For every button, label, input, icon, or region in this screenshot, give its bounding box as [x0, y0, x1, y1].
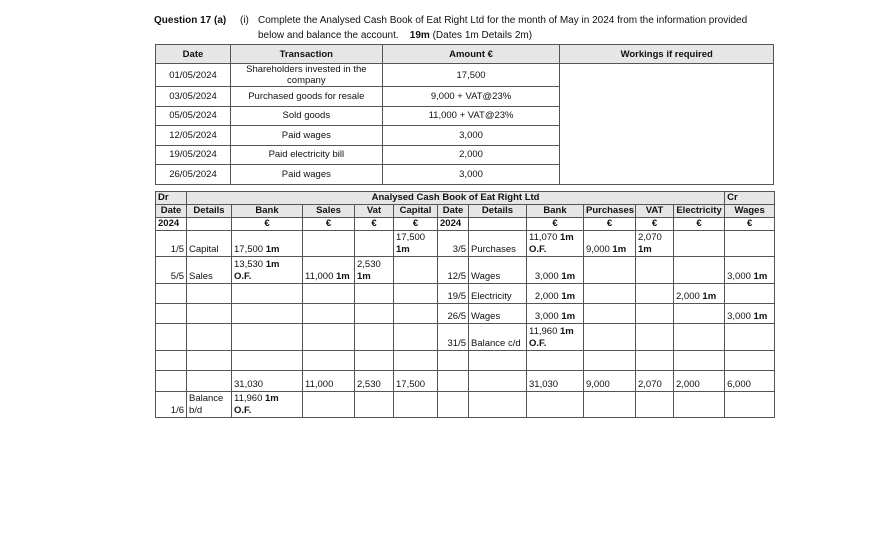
cr-wages[interactable] [725, 324, 775, 351]
transaction-info-table [155, 44, 774, 185]
total-cr-vat: 2,070 [636, 371, 674, 392]
mark: 1m [265, 259, 280, 270]
amount: 13,530 [234, 259, 264, 270]
cash-book-title-row [156, 192, 775, 205]
col-header: Date [438, 205, 469, 218]
amount: 9,000 [586, 244, 610, 255]
dr-details [187, 392, 232, 418]
totals-row [156, 371, 775, 392]
total-capital: 17,500 [394, 371, 438, 392]
cash-book-row [156, 257, 775, 284]
col-header: VAT [636, 205, 674, 218]
dr-vat[interactable] [355, 257, 394, 284]
cr-vat[interactable] [636, 392, 674, 418]
dr-vat[interactable] [355, 284, 394, 304]
cr-electricity[interactable] [674, 257, 725, 284]
mark: 1m [560, 232, 574, 243]
dr-sales[interactable] [303, 284, 355, 304]
dr-label: Dr [156, 192, 187, 205]
info-row [156, 64, 774, 87]
cr-wages[interactable] [725, 392, 775, 418]
dr-details[interactable] [187, 304, 232, 324]
dr-bank[interactable] [232, 284, 303, 304]
cr-electricity[interactable] [674, 392, 725, 418]
dr-details[interactable] [187, 284, 232, 304]
dr-capital[interactable] [394, 304, 438, 324]
info-transaction: Paid electricity bill [230, 145, 382, 165]
mark: 1m [753, 311, 768, 322]
dr-bank[interactable] [232, 324, 303, 351]
info-header-row [156, 45, 774, 64]
total-electricity: 2,000 [674, 371, 725, 392]
cr-date: 12/5 [438, 257, 469, 284]
info-transaction: Paid wages [230, 126, 382, 146]
cr-date[interactable] [438, 351, 469, 371]
amount: 11,000 [305, 271, 334, 282]
mark: 1m [265, 244, 280, 255]
col-header: Details [469, 205, 527, 218]
dr-vat[interactable] [355, 392, 394, 418]
cr-vat[interactable] [636, 324, 674, 351]
info-header-date: Date [156, 45, 231, 64]
mark: 1m [396, 244, 410, 255]
info-transaction: Purchased goods for resale [230, 87, 382, 107]
cr-details[interactable] [469, 371, 527, 392]
question-part: (i) [240, 15, 249, 26]
cr-wages[interactable] [725, 304, 775, 324]
col-header: Date [156, 205, 187, 218]
col-header: Vat [355, 205, 394, 218]
dr-capital[interactable] [394, 351, 438, 371]
cr-details: Electricity [469, 284, 527, 304]
currency-cell: € [725, 218, 775, 231]
total-cr-bank: 31,030 [527, 371, 584, 392]
col-header: Purchases [584, 205, 636, 218]
mark: 1m [336, 271, 350, 282]
dr-sales[interactable] [303, 304, 355, 324]
currency-cell: € [636, 218, 674, 231]
info-date: 05/05/2024 [156, 106, 231, 126]
dr-date[interactable] [156, 304, 187, 324]
dr-bank[interactable] [232, 392, 303, 418]
currency-cell: € [355, 218, 394, 231]
cash-book-row [156, 351, 775, 371]
cr-wages[interactable] [725, 257, 775, 284]
info-header-workings: Workings if required [560, 45, 774, 64]
dr-sales[interactable] [303, 392, 355, 418]
mark: 1m [612, 244, 627, 255]
cr-details[interactable] [469, 392, 527, 418]
cr-bank[interactable] [527, 351, 584, 371]
cr-bank[interactable] [527, 324, 584, 351]
col-header: Electricity [674, 205, 725, 218]
info-amount: 17,500 [382, 64, 560, 87]
cr-purchases[interactable] [584, 284, 636, 304]
amount: 11,960 [529, 326, 558, 337]
amount: 3,000 [534, 271, 559, 282]
currency-cell: € [303, 218, 355, 231]
col-header: Capital [394, 205, 438, 218]
dr-date: 1/6 [156, 392, 187, 418]
own-figure-mark: O.F. [529, 244, 547, 255]
dr-date: 1/5 [156, 231, 187, 257]
dr-details[interactable] [187, 371, 232, 392]
question-line-2-text: below and balance the account. [258, 30, 399, 41]
cr-date[interactable] [438, 371, 469, 392]
amount: 2,530 [357, 259, 381, 270]
info-amount: 3,000 [382, 165, 560, 185]
cash-book-header-row [156, 205, 775, 218]
cash-book-row [156, 284, 775, 304]
dr-bank[interactable] [232, 351, 303, 371]
details-line: Balance [189, 393, 224, 404]
cr-bank[interactable] [527, 284, 584, 304]
year-label: 2024 [156, 218, 187, 231]
mark: 1m [753, 271, 768, 282]
dr-sales[interactable] [303, 324, 355, 351]
question-line-2 [258, 28, 788, 43]
dr-bank[interactable] [232, 231, 303, 257]
dr-date[interactable] [156, 324, 187, 351]
cr-date[interactable] [438, 392, 469, 418]
cash-book-title: Analysed Cash Book of Eat Right Ltd [187, 192, 725, 205]
dr-capital[interactable] [394, 257, 438, 284]
currency-cell [469, 218, 527, 231]
mark: 1m [702, 291, 717, 302]
balance-bd-row [156, 392, 775, 418]
total-sales: 11,000 [303, 371, 355, 392]
info-transaction: Shareholders invested in the company [230, 64, 382, 87]
dr-sales[interactable] [303, 351, 355, 371]
total-dr-bank: 31,030 [232, 371, 303, 392]
dr-bank[interactable] [232, 257, 303, 284]
amount: 2,070 [638, 232, 662, 243]
amount: 3,000 [727, 271, 751, 282]
cr-vat[interactable] [636, 231, 674, 257]
cr-details: Wages [469, 304, 527, 324]
info-transaction: Paid wages [230, 165, 382, 185]
col-header: Sales [303, 205, 355, 218]
cr-electricity[interactable] [674, 231, 725, 257]
currency-cell [187, 218, 232, 231]
currency-cell: € [527, 218, 584, 231]
cr-bank[interactable] [527, 257, 584, 284]
cr-vat[interactable] [636, 304, 674, 324]
dr-details: Capital [187, 231, 232, 257]
dr-capital[interactable] [394, 231, 438, 257]
cr-electricity[interactable] [674, 351, 725, 371]
col-header: Wages [725, 205, 775, 218]
cr-purchases[interactable] [584, 257, 636, 284]
cr-label: Cr [725, 192, 775, 205]
cash-book-row [156, 304, 775, 324]
cr-purchases[interactable] [584, 351, 636, 371]
question-line-1: Complete the Analysed Cash Book of Eat Right Ltd for the month of May in 2024 from the information provided [258, 15, 748, 26]
mark: 1m [561, 271, 576, 282]
info-header-amount: Amount € [382, 45, 560, 64]
currency-cell: € [584, 218, 636, 231]
dr-date[interactable] [156, 351, 187, 371]
total-purchases: 9,000 [584, 371, 636, 392]
info-header-transaction: Transaction [230, 45, 382, 64]
cr-wages[interactable] [725, 351, 775, 371]
cr-electricity[interactable] [674, 324, 725, 351]
info-transaction: Sold goods [230, 106, 382, 126]
cr-date: 3/5 [438, 231, 469, 257]
cash-book-row [156, 231, 775, 257]
cr-bank[interactable] [527, 231, 584, 257]
amount: 17,500 [396, 232, 426, 243]
col-header: Bank [527, 205, 584, 218]
dr-vat[interactable] [355, 231, 394, 257]
own-figure-mark: O.F. [234, 271, 252, 282]
currency-cell: € [394, 218, 438, 231]
dr-details: Sales [187, 257, 232, 284]
dr-bank[interactable] [232, 304, 303, 324]
dr-sales[interactable] [303, 231, 355, 257]
info-amount: 9,000 + VAT@23% [382, 87, 560, 107]
dr-sales[interactable] [303, 257, 355, 284]
question-marks: 19m [409, 30, 430, 41]
info-amount: 2,000 [382, 145, 560, 165]
currency-row [156, 218, 775, 231]
amount: 11,070 [529, 232, 558, 243]
dr-details[interactable] [187, 324, 232, 351]
mark: 1m [638, 244, 652, 255]
info-date: 12/05/2024 [156, 126, 231, 146]
amount: 3,000 [534, 311, 559, 322]
info-date: 01/05/2024 [156, 64, 231, 87]
cr-bank[interactable] [527, 304, 584, 324]
cr-bank[interactable] [527, 392, 584, 418]
dr-capital[interactable] [394, 324, 438, 351]
cr-date: 19/5 [438, 284, 469, 304]
cr-details[interactable] [469, 351, 527, 371]
currency-cell: € [232, 218, 303, 231]
mark: 1m [560, 326, 574, 337]
cr-vat[interactable] [636, 351, 674, 371]
year-label: 2024 [438, 218, 469, 231]
cr-electricity[interactable] [674, 304, 725, 324]
mark: 1m [561, 311, 576, 322]
cr-purchases[interactable] [584, 392, 636, 418]
amount: 17,500 [234, 244, 264, 255]
cr-details: Wages [469, 257, 527, 284]
dr-date: 5/5 [156, 257, 187, 284]
cr-purchases[interactable] [584, 304, 636, 324]
cr-wages[interactable] [725, 284, 775, 304]
info-amount: 11,000 + VAT@23% [382, 106, 560, 126]
cr-details: Balance c/d [469, 324, 527, 351]
cr-date: 26/5 [438, 304, 469, 324]
dr-vat[interactable] [355, 351, 394, 371]
cr-purchases[interactable] [584, 324, 636, 351]
dr-date[interactable] [156, 371, 187, 392]
analysed-cash-book [155, 191, 775, 418]
info-date: 26/05/2024 [156, 165, 231, 185]
cr-vat[interactable] [636, 284, 674, 304]
own-figure-mark: O.F. [234, 405, 252, 416]
dr-vat[interactable] [355, 304, 394, 324]
cr-vat[interactable] [636, 257, 674, 284]
cr-purchases[interactable] [584, 231, 636, 257]
question-label: Question 17 (a) [154, 15, 227, 26]
cr-details: Purchases [469, 231, 527, 257]
question-marks-detail: (Dates 1m Details 2m) [432, 30, 533, 41]
question-text [258, 13, 788, 43]
details-line: b/d [189, 405, 203, 416]
total-dr-vat: 2,530 [355, 371, 394, 392]
dr-details[interactable] [187, 351, 232, 371]
dr-capital[interactable] [394, 284, 438, 304]
cr-electricity[interactable] [674, 284, 725, 304]
cr-date: 31/5 [438, 324, 469, 351]
mark: 1m [357, 271, 371, 282]
col-header: Details [187, 205, 232, 218]
amount: 2,000 [534, 291, 559, 302]
currency-cell: € [674, 218, 725, 231]
amount: 11,960 [234, 393, 263, 404]
dr-capital[interactable] [394, 392, 438, 418]
cr-wages[interactable] [725, 231, 775, 257]
workings-area[interactable] [560, 64, 774, 185]
mark: 1m [265, 393, 279, 404]
total-wages: 6,000 [725, 371, 775, 392]
dr-vat[interactable] [355, 324, 394, 351]
info-date: 03/05/2024 [156, 87, 231, 107]
amount: 3,000 [727, 311, 751, 322]
dr-date[interactable] [156, 284, 187, 304]
own-figure-mark: O.F. [529, 338, 547, 349]
col-header: Bank [232, 205, 303, 218]
mark: 1m [561, 291, 576, 302]
amount: 2,000 [676, 291, 700, 302]
info-date: 19/05/2024 [156, 145, 231, 165]
info-amount: 3,000 [382, 126, 560, 146]
cash-book-row [156, 324, 775, 351]
